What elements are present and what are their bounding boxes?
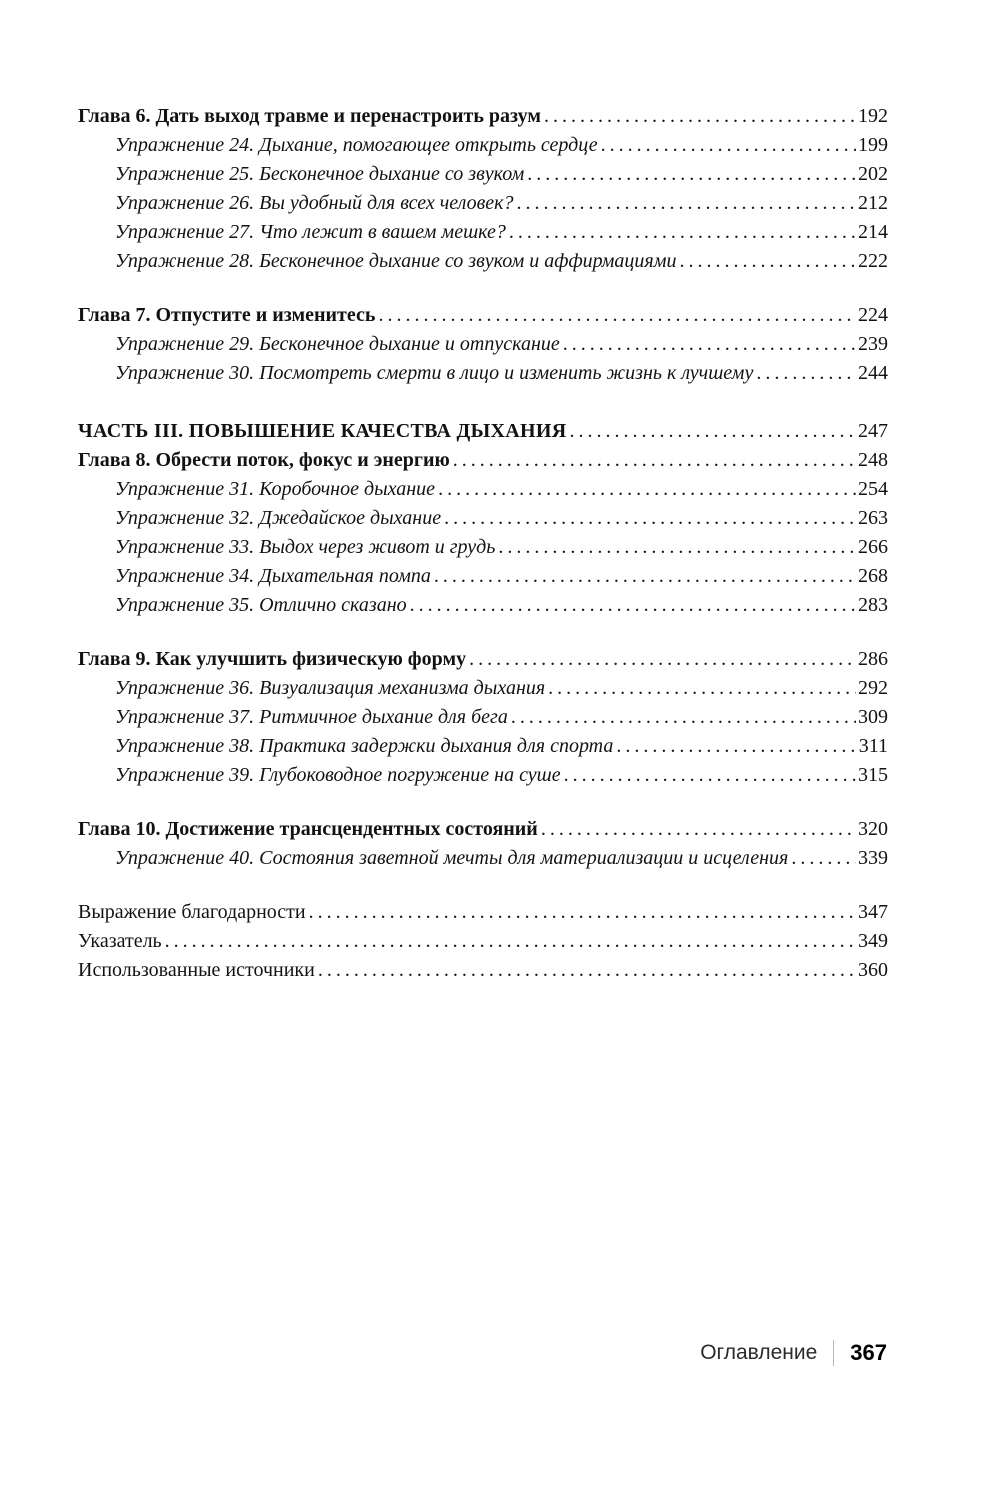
toc-entry-exercise <box>78 533 888 562</box>
dot-leader <box>601 131 856 160</box>
dot-leader <box>318 956 856 985</box>
dot-leader <box>548 674 856 703</box>
toc-group <box>78 301 888 388</box>
toc-entry-title: Глава 8. Обрести поток, фокус и энергию <box>78 449 450 471</box>
dot-leader <box>434 562 856 591</box>
toc-entry-exercise <box>78 131 888 160</box>
toc-entry-page: 347 <box>858 901 888 923</box>
toc-entry-title: Упражнение 37. Ритмичное дыхание для бега <box>115 706 508 728</box>
toc-entry-page: 199 <box>858 134 888 156</box>
toc-entry-page: 349 <box>858 930 888 952</box>
toc-entry-chapter <box>78 446 888 475</box>
toc-entry-page: 268 <box>858 565 888 587</box>
toc-entry-page: 339 <box>858 847 888 869</box>
dot-leader <box>527 160 856 189</box>
footer-section-label: Оглавление <box>700 1341 818 1364</box>
toc-entry-title: Упражнение 24. Дыхание, помогающее открыть сердце <box>115 134 598 156</box>
dot-leader <box>564 761 856 790</box>
toc-entry-exercise <box>78 591 888 620</box>
dot-leader <box>563 330 856 359</box>
dot-leader <box>517 189 856 218</box>
toc-entry-exercise <box>78 844 888 873</box>
dot-leader <box>165 927 856 956</box>
toc-group <box>78 417 888 620</box>
toc-entry-exercise <box>78 562 888 591</box>
dot-leader <box>511 703 856 732</box>
toc-entry-exercise <box>78 732 888 761</box>
toc-entry-exercise <box>78 247 888 276</box>
toc-entry-page: 214 <box>858 221 888 243</box>
toc-entry-title: Упражнение 25. Бесконечное дыхание со звуком <box>115 163 525 185</box>
toc-entry-page: 311 <box>858 735 888 757</box>
toc-entry-exercise <box>78 703 888 732</box>
dot-leader <box>444 504 856 533</box>
dot-leader <box>410 591 856 620</box>
dot-leader <box>541 815 856 844</box>
toc-entry-plain <box>78 956 888 985</box>
toc-entry-chapter <box>78 645 888 674</box>
toc-entry-page: 192 <box>858 105 888 127</box>
toc-entry-exercise <box>78 160 888 189</box>
toc-entry-part <box>78 417 888 446</box>
toc-entry-title: Упражнение 28. Бесконечное дыхание со звуком и аффирмациями <box>115 250 677 272</box>
page-footer <box>700 1340 887 1366</box>
toc-entry-title: Глава 9. Как улучшить физическую форму <box>78 648 467 670</box>
toc-entry-exercise <box>78 359 888 388</box>
toc-entry-title: Упражнение 39. Глубоководное погружение на суше <box>115 764 561 786</box>
toc-entry-title: Упражнение 27. Что лежит в вашем мешке? <box>115 221 506 243</box>
dot-leader <box>453 446 856 475</box>
toc-entry-exercise <box>78 218 888 247</box>
toc-entry-title: Глава 7. Отпустите и изменитесь <box>78 304 376 326</box>
dot-leader <box>544 102 856 131</box>
toc-entry-chapter <box>78 301 888 330</box>
dot-leader <box>616 732 856 761</box>
toc-entry-page: 239 <box>858 333 888 355</box>
toc-entry-chapter <box>78 102 888 131</box>
table-of-contents <box>78 102 888 1010</box>
toc-entry-title: Выражение благодарности <box>78 901 306 923</box>
footer-divider <box>833 1340 834 1366</box>
toc-entry-page: 283 <box>858 594 888 616</box>
toc-entry-title: Упражнение 30. Посмотреть смерти в лицо и изменить жизнь к лучшему <box>115 362 754 384</box>
toc-entry-title: Упражнение 35. Отлично сказано <box>115 594 407 616</box>
toc-entry-page: 292 <box>858 677 888 699</box>
toc-entry-page: 224 <box>858 304 888 326</box>
toc-entry-page: 360 <box>858 959 888 981</box>
toc-entry-title: ЧАСТЬ III. ПОВЫШЕНИЕ КАЧЕСТВА ДЫХАНИЯ <box>78 420 567 442</box>
toc-entry-title: Упражнение 26. Вы удобный для всех человек? <box>115 192 514 214</box>
toc-entry-page: 263 <box>858 507 888 529</box>
toc-entry-page: 254 <box>858 478 888 500</box>
toc-entry-page: 202 <box>858 163 888 185</box>
toc-entry-title: Упражнение 34. Дыхательная помпа <box>115 565 431 587</box>
toc-entry-exercise <box>78 189 888 218</box>
toc-entry-exercise <box>78 674 888 703</box>
toc-entry-title: Глава 10. Достижение трансцендентных состояний <box>78 818 538 840</box>
toc-entry-page: 320 <box>858 818 888 840</box>
toc-entry-title: Упражнение 38. Практика задержки дыхания для спорта <box>115 735 614 757</box>
toc-group <box>78 102 888 276</box>
dot-leader <box>498 533 856 562</box>
toc-entry-page: 286 <box>858 648 888 670</box>
toc-entry-chapter <box>78 815 888 844</box>
dot-leader <box>469 645 856 674</box>
toc-entry-title: Упражнение 40. Состояния заветной мечты для материализации и исцеления <box>115 847 789 869</box>
toc-entry-page: 247 <box>858 420 888 442</box>
toc-group <box>78 898 888 985</box>
toc-entry-plain <box>78 927 888 956</box>
toc-entry-title: Упражнение 31. Коробочное дыхание <box>115 478 436 500</box>
toc-entry-page: 266 <box>858 536 888 558</box>
toc-entry-title: Глава 6. Дать выход травме и перенастроить разум <box>78 105 542 127</box>
toc-entry-exercise <box>78 761 888 790</box>
toc-entry-page: 315 <box>858 764 888 786</box>
dot-leader <box>309 898 856 927</box>
toc-entry-page: 309 <box>858 706 888 728</box>
toc-entry-title: Указатель <box>78 930 162 952</box>
toc-group <box>78 645 888 790</box>
toc-entry-title: Упражнение 33. Выдох через живот и грудь <box>115 536 496 558</box>
dot-leader <box>756 359 856 388</box>
toc-group <box>78 815 888 873</box>
toc-entry-page: 248 <box>858 449 888 471</box>
toc-entry-plain <box>78 898 888 927</box>
toc-entry-page: 244 <box>858 362 888 384</box>
toc-entry-title: Упражнение 36. Визуализация механизма дыхания <box>115 677 546 699</box>
toc-entry-exercise <box>78 504 888 533</box>
toc-entry-title: Упражнение 32. Джедайское дыхание <box>115 507 442 529</box>
toc-entry-page: 222 <box>858 250 888 272</box>
footer-page-number: 367 <box>850 1340 887 1365</box>
dot-leader <box>378 301 856 330</box>
toc-entry-title: Использованные источники <box>78 959 315 981</box>
dot-leader <box>570 417 856 446</box>
toc-entry-exercise <box>78 330 888 359</box>
dot-leader <box>791 844 856 873</box>
dot-leader <box>438 475 856 504</box>
toc-entry-exercise <box>78 475 888 504</box>
toc-entry-page: 212 <box>858 192 888 214</box>
toc-entry-title: Упражнение 29. Бесконечное дыхание и отпускание <box>115 333 560 355</box>
dot-leader <box>509 218 856 247</box>
dot-leader <box>680 247 857 276</box>
